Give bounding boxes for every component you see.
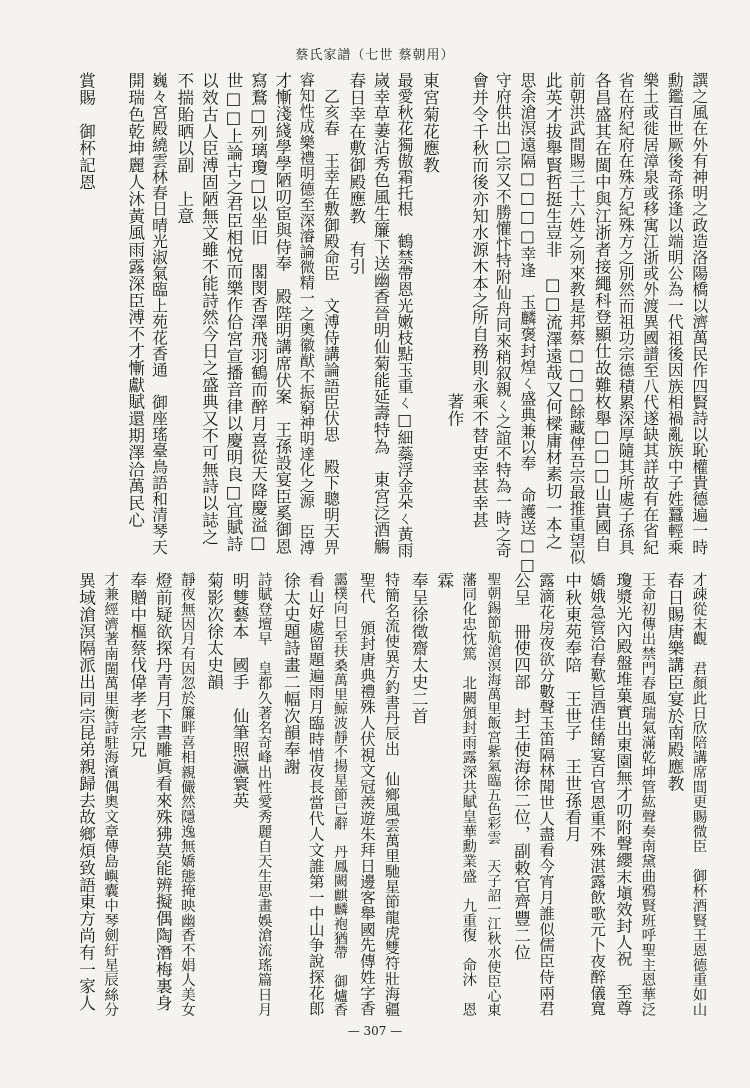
text-column-upper: 守府供出□宗又不勝懽忭特附仙舟同來稍叙親ㄑ之誼不特為一時之奇 [493, 72, 513, 559]
text-column-lower: 看山好處留題遍雨月臨時惜夜長當代人文誰第一中山争說探花郎 [306, 572, 325, 1017]
text-column-upper: 最愛秋花獨傲霜托根 鶴禁帶恩光嫩枝點玉重ㄑ□細蘂浮金朵ㄑ黃雨 [395, 72, 415, 559]
text-column-lower: 聖朝錫節航滄溟海萬里飯宮紫氣臨五色彩雲 天子詔一江秋水使臣心東 [485, 572, 502, 1018]
text-column-upper: 各昌盛其在閩中與江浙者接繩科登顯仕故難枚舉□□□山貴國自 [592, 72, 612, 553]
text-column-lower: 聖代 頒封唐典禮殊人伏視文冠羨遊朱拜日邊客舉國先傳姓字香 [357, 572, 376, 1017]
text-column-lower: 奉呈徐徵齋太史二首 [409, 572, 429, 725]
text-column-lower: 霖 [434, 572, 454, 589]
text-column-lower: 靜夜無因月有因忽於簾畔喜相親儼然隱逸無嬌態掩映幽香不娟人美女 [178, 572, 195, 1017]
text-column-upper: 省在府紀府在殊方紀殊方之別然而祖功宗德積累深厚隨其所處子孫具 [616, 72, 636, 555]
text-column-upper: 世□□上論古之君臣相悅而樂作佮宮宣播音律以慶明良□宜賦詩 [223, 72, 243, 553]
text-column-upper: 不揣貽晒以副 上意 [174, 72, 194, 225]
text-column-upper: 著作 [444, 72, 464, 427]
text-column-upper [102, 72, 117, 548]
text-column-upper: 春日幸在敷御殿應教 有引 [346, 72, 366, 275]
page-header: 蔡氏家譜（七世 蔡朝用） [295, 48, 455, 63]
text-column-upper: 譔之風在外有神明之政造洛陽橋以濟萬民作四賢詩以恥權貴德遍一時 [689, 72, 709, 555]
text-column-upper: 賞賜 御杯記恩 [76, 72, 96, 191]
text-column-lower: 明雙藝本 國手 仙筆照瀛寰英 [230, 572, 250, 809]
text-column-upper: 會并令千秋而後亦知水源木本之所自務則永乘不替吏幸甚幸甚 [469, 72, 489, 529]
text-column-lower: 中秋東苑奉陪 王世子 王世孫看月 [562, 572, 582, 843]
text-column-upper: 東宮菊花應教 [420, 72, 440, 174]
text-column-lower: 才疎從末觀 君顏此日欣陪講席間更賜微臣 御杯酒賢王恩德重如山 [690, 572, 707, 1017]
text-column-upper: 睿知性成樂禮明德至深濬論微精一之奧徽猷不振窮神明達化之源 臣溥 [297, 72, 316, 556]
text-column-lower: 奉贈中樞蔡伐偉孝老宗兄 [127, 572, 147, 758]
text-column-upper: 巍々宮殿繞雲林春日晴光淑氣臨上苑花香通 御座瑤臺鳥語和清琴天 [149, 72, 169, 555]
text-column-lower: 特簡名流使異方釣書丹辰出 仙鄉風雲萬里馳星節龍虎雙符壯海疆 [383, 572, 402, 1017]
text-column-lower: 燈前疑欲探丹青月下書雕眞看來殊狒莫能辨擬偶陶潛梅裏身 [153, 572, 173, 1012]
text-column-lower: 菊影次徐太史韻 [204, 572, 224, 691]
text-column-lower: 異域滄溟隔派出同宗昆弟親歸去故鄉煩致語東方尚有一家人 [76, 572, 96, 1012]
text-column-lower: 春日賜唐樂講臣宴於南殿應教 [665, 572, 684, 792]
text-column-lower: 靄樸向日至扶桑萬里鯨波靜不揚星節已辭 丹鳳闕麒麟袍猶帶 御爐香 [331, 572, 348, 1018]
text-column-lower: 嬌娥急管洽春歎旨酒佳餚宴百官恩重不殊湛露飲歌元卜夜醉儀寬 [588, 572, 607, 1017]
text-column-lower: 露滴花房夜欲分數聲玉笛隔林聞世人盡看今宵月誰似儒臣侍兩君 [537, 572, 556, 1017]
text-column-lower: 詩賦登壇早 皇都久著名奇峰出性愛秀麗自天生思畫娛滄流瑤篇日月 [255, 572, 272, 1017]
text-column-lower: 徐太史題詩畫二幅次韻奉謝 [281, 572, 301, 775]
text-column-upper: 思余滄溟遠隔□□□□幸逢 玉麟褒封煌ㄑ盛典兼以奉 命護送□□ [517, 72, 537, 575]
text-column-upper: 才慚淺綫學學陋叨宦與侍奉 殿陛明講席伏案 王孫設宴臣奚御恩 [272, 72, 292, 555]
text-column-lower: 才兼經濟著南閩萬里衡詩駐海濱偶奧文章傳島嶼囊中琴劍紆星辰絲分 [102, 572, 119, 1017]
text-column-lower: 藩同化忠忱篤 北闕頒封雨露深共賦皇華勳業盛 九重復 命沐 恩 [460, 572, 477, 1017]
text-column-upper: 勳鑑百世厥後奇孫逢以端明公為一代祖後因族相禍亂族中子姓蠶輕乘 [665, 72, 685, 555]
text-column-lower: 公呈 冊使四部 封王使海徐二位，副敕官齊豐二位 [511, 572, 531, 961]
text-column-upper: 此英才拔舉賢哲挺生豈非 □□流澤遠哉又何樑庸材素切一本之 [543, 72, 563, 550]
text-column-upper: 樂土或徙居漳泉或移寓江浙或外渡異國譜至八代遂缺其詳故有在省紀 [640, 72, 660, 555]
text-column-upper: 嵗幸草萋沾秀色風生簾下送幽香晉明仙菊能延壽特為 東宮泛酒觴 [371, 72, 391, 555]
text-column-upper: 開瑞色乾坤麗人沐黃風雨露深臣溥不才慚獻賦還期澤洽萬民心 [125, 72, 145, 529]
text-column-upper: 乙亥春 王幸在敷御殿命臣 文溥侍講論語臣伏思 殿下聰明天畀 [321, 72, 341, 555]
text-column-lower: 王命初傳出禁門春風瑞氣滿乾坤管紘聲奏南黛曲鴉賢班呼聖主恩華泛 [639, 572, 656, 1017]
page-number: — 307 — [347, 1024, 403, 1038]
text-column-upper: 以效古人臣溥固陋無文雖不能詩然今日之盛典又不可無詩以誌之 [199, 72, 219, 546]
text-column-upper: 前朝洪武間賜三十六姓之列來教是邦蔡□□□餘藏俾吾宗最推重望似 [566, 72, 586, 565]
text-column-upper: 寫鶩□列璃瓊□以坐旧 閣閔香澤飛羽鶴而醉月喜從天降慶溢□ [248, 72, 268, 553]
text-column-lower: 瓊漿光內殿盤堆菓實出東園無才叨附聲纓末塡效封人祝 至尊 [613, 572, 633, 1017]
